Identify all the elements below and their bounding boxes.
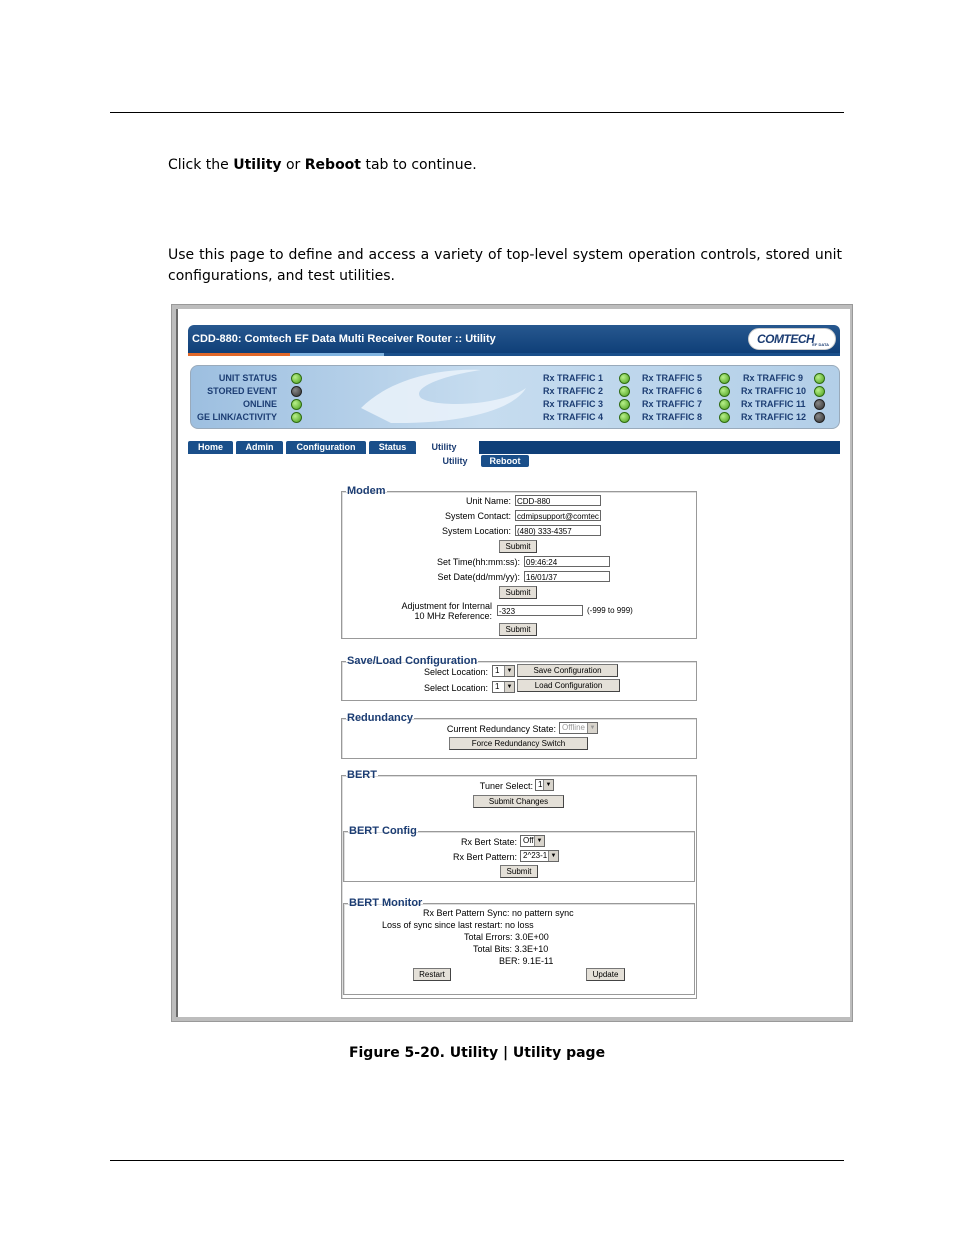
- rx-traffic-led-icon: [814, 399, 825, 410]
- online-label: ONLINE: [242, 399, 277, 409]
- tab-configuration[interactable]: Configuration: [286, 441, 366, 454]
- chevron-down-icon: ▼: [504, 682, 514, 692]
- stored-event-label: STORED EVENT: [207, 386, 277, 396]
- rx-traffic-led-icon: [619, 386, 630, 397]
- rx-traffic-label: Rx TRAFFIC 1: [543, 373, 604, 383]
- chevron-down-icon: ▼: [534, 836, 544, 846]
- rx-traffic-led-icon: [814, 386, 825, 397]
- screenshot-frame: [171, 304, 853, 1022]
- bert-config-legend: BERT Config: [349, 825, 417, 837]
- subtab-utility[interactable]: Utility: [442, 456, 468, 466]
- rx-bert-pattern-value: 2^23-1: [523, 851, 548, 860]
- set-date-label: Set Date(dd/mm/yy):: [437, 572, 520, 582]
- title-stripe-orange: [188, 353, 290, 356]
- intro-paragraph: [168, 155, 842, 176]
- set-date-input[interactable]: 16/01/37: [524, 571, 610, 582]
- logo-subtext: EF DATA: [812, 342, 829, 347]
- redundancy-state-label: Current Redundancy State:: [446, 724, 556, 734]
- rx-bert-state-label: Rx Bert State:: [460, 837, 517, 847]
- bert-config-submit-button[interactable]: Submit: [500, 865, 538, 878]
- system-contact-label: System Contact:: [444, 511, 511, 521]
- footer-rule: [110, 1160, 844, 1161]
- comtech-logo: [748, 328, 836, 350]
- chevron-down-icon: ▼: [587, 723, 597, 733]
- rx-traffic-label: Rx TRAFFIC 12: [741, 412, 807, 422]
- save-location-value: 1: [495, 666, 500, 675]
- system-location-input[interactable]: (480) 333-4357: [515, 525, 601, 536]
- tab-home[interactable]: Home: [188, 441, 233, 454]
- load-location-label: Select Location:: [423, 683, 488, 693]
- rx-traffic-led-icon: [619, 373, 630, 384]
- total-bits: Total Bits: 3.3E+10: [473, 944, 549, 954]
- redundancy-section: [341, 712, 697, 759]
- total-errors: Total Errors: 3.0E+00: [464, 932, 549, 942]
- force-redundancy-button[interactable]: Force Redundancy Switch: [449, 737, 588, 750]
- time-submit-button[interactable]: Submit: [499, 586, 537, 599]
- main-nav: [188, 441, 840, 454]
- set-time-input[interactable]: 09:46:24: [524, 556, 610, 567]
- unit-status-led-icon: [291, 373, 302, 384]
- adjustment-submit-button[interactable]: Submit: [499, 623, 537, 636]
- wave-graphic: [351, 368, 531, 426]
- intro-or: or: [281, 157, 305, 173]
- header-rule: [110, 112, 844, 113]
- rx-traffic-led-icon: [719, 412, 730, 423]
- rx-traffic-label: Rx TRAFFIC 8: [642, 412, 703, 422]
- rx-traffic-label: Rx TRAFFIC 5: [642, 373, 703, 383]
- rx-traffic-led-icon: [619, 399, 630, 410]
- loss-of-sync: Loss of sync since last restart: no loss: [382, 920, 534, 930]
- rx-traffic-label: Rx TRAFFIC 6: [642, 386, 703, 396]
- stored-event-led-icon: [291, 386, 302, 397]
- system-contact-input[interactable]: cdmipsupport@comtec: [515, 510, 601, 521]
- redundancy-legend: Redundancy: [347, 712, 414, 724]
- save-location-label: Select Location:: [423, 667, 488, 677]
- chevron-down-icon: ▼: [543, 780, 553, 790]
- rx-traffic-led-icon: [719, 399, 730, 410]
- save-load-legend: Save/Load Configuration: [347, 655, 478, 667]
- nav-bar: [479, 441, 840, 454]
- rx-traffic-label: Rx TRAFFIC 9: [743, 373, 804, 383]
- intro-reboot: Reboot: [304, 157, 361, 173]
- rx-traffic-label: Rx TRAFFIC 10: [741, 386, 807, 396]
- rx-traffic-label: Rx TRAFFIC 2: [543, 386, 604, 396]
- tuner-select[interactable]: [535, 779, 554, 791]
- modem-submit-button[interactable]: Submit: [499, 540, 537, 553]
- rx-traffic-led-icon: [719, 373, 730, 384]
- adjustment-label-2: 10 MHz Reference:: [414, 611, 492, 621]
- description-paragraph: Use this page to define and access a variety of top-level system operation controls, stored unit configurations, and test utilities.: [168, 247, 842, 284]
- adjustment-input[interactable]: -323: [497, 605, 583, 616]
- load-location-select[interactable]: [492, 681, 515, 693]
- intro-text: Click the: [168, 157, 234, 173]
- load-location-value: 1: [495, 682, 500, 691]
- unit-name-label: Unit Name:: [465, 496, 511, 506]
- unit-name-input[interactable]: CDD-880: [515, 495, 601, 506]
- rx-bert-state-value: Off: [523, 836, 534, 845]
- ge-link-label: GE LINK/ACTIVITY: [196, 412, 277, 422]
- rx-traffic-label: Rx TRAFFIC 4: [543, 412, 604, 422]
- app-title-bar: [188, 325, 840, 353]
- adjustment-label-1: Adjustment for Internal: [401, 601, 492, 611]
- tab-status[interactable]: Status: [369, 441, 416, 454]
- intro-after: tab to continue.: [361, 157, 477, 173]
- restart-button[interactable]: Restart: [413, 968, 451, 981]
- redundancy-state-value: Offline: [562, 723, 585, 732]
- submit-changes-button[interactable]: Submit Changes: [473, 795, 564, 808]
- chevron-down-icon: ▼: [548, 851, 558, 861]
- bert-pattern-sync: Rx Bert Pattern Sync: no pattern sync: [423, 908, 574, 918]
- rx-traffic-led-icon: [719, 386, 730, 397]
- save-location-select[interactable]: [492, 665, 515, 677]
- ge-link-led-icon: [291, 412, 302, 423]
- browser-page: [176, 309, 850, 1017]
- logo-text: COMTECH: [757, 332, 815, 346]
- load-configuration-button[interactable]: Load Configuration: [517, 679, 620, 692]
- save-configuration-button[interactable]: Save Configuration: [517, 664, 618, 677]
- redundancy-state-select[interactable]: [559, 722, 598, 734]
- rx-bert-pattern-select[interactable]: [520, 850, 559, 862]
- rx-bert-state-select[interactable]: [520, 835, 545, 847]
- tuner-select-value: 1: [538, 780, 543, 789]
- subtab-reboot[interactable]: Reboot: [481, 455, 529, 467]
- rx-traffic-label: Rx TRAFFIC 3: [543, 399, 604, 409]
- title-stripe-dark: [384, 353, 840, 356]
- rx-traffic-led-icon: [814, 412, 825, 423]
- rx-bert-pattern-label: Rx Bert Pattern:: [452, 852, 517, 862]
- set-time-label: Set Time(hh:mm:ss):: [436, 557, 520, 567]
- save-load-section: [341, 655, 697, 701]
- rx-traffic-label: Rx TRAFFIC 7: [642, 399, 703, 409]
- title-stripe-light: [290, 353, 384, 356]
- app-title: CDD-880: Comtech EF Data Multi Receiver Router :: Utility: [192, 333, 496, 345]
- tab-utility[interactable]: Utility: [419, 441, 469, 454]
- status-panel: [190, 365, 840, 429]
- adjustment-range: (-999 to 999): [587, 606, 633, 615]
- tuner-select-label: Tuner Select:: [479, 781, 533, 791]
- rx-traffic-label: Rx TRAFFIC 11: [741, 399, 806, 409]
- update-button[interactable]: Update: [586, 968, 625, 981]
- tab-admin[interactable]: Admin: [236, 441, 283, 454]
- online-led-icon: [291, 399, 302, 410]
- unit-status-label: UNIT STATUS: [218, 373, 277, 383]
- bert-monitor-legend: BERT Monitor: [349, 897, 423, 909]
- modem-legend: Modem: [347, 485, 386, 497]
- figure-caption: Figure 5-20. Utility | Utility page: [348, 1045, 606, 1061]
- rx-traffic-led-icon: [619, 412, 630, 423]
- ber-value: BER: 9.1E-11: [499, 956, 554, 966]
- bert-legend: BERT: [347, 769, 377, 781]
- system-location-label: System Location:: [441, 526, 511, 536]
- rx-traffic-led-icon: [814, 373, 825, 384]
- intro-utility: Utility: [233, 157, 282, 173]
- chevron-down-icon: ▼: [504, 666, 514, 676]
